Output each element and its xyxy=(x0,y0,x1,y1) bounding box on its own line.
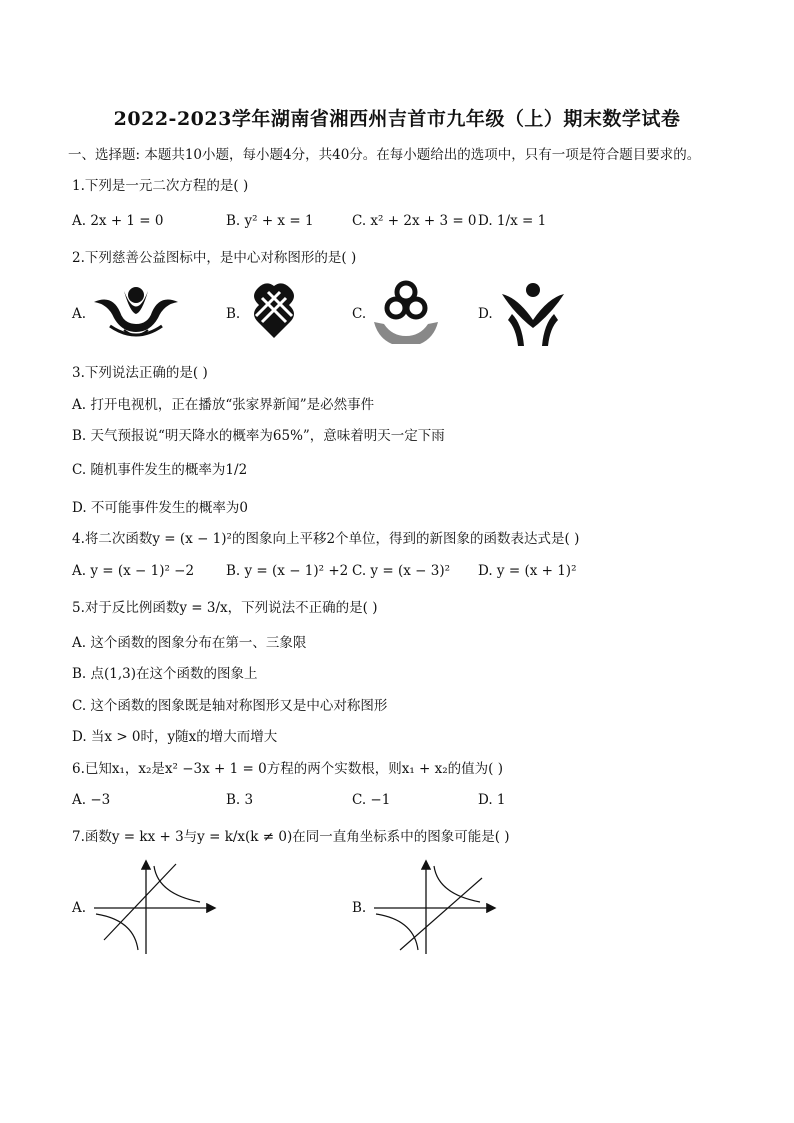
question-2-label-a[interactable]: A. xyxy=(72,306,87,322)
question-7-stem: 7.函数y = kx + 3与y = k/x(k ≠ 0)在同一直角坐标系中的图象可能是( ) xyxy=(72,829,510,845)
figure-emblem-icon xyxy=(498,280,568,348)
question-1-option-d[interactable]: D. 1/x = 1 xyxy=(478,213,547,229)
question-1-option-c[interactable]: C. x² + 2x + 3 = 0 xyxy=(352,213,477,229)
question-5-option-c[interactable]: C. 这个函数的图象既是轴对称图形又是中心对称图形 xyxy=(72,698,388,714)
question-4-option-b[interactable]: B. y = (x − 1)² +2 xyxy=(226,563,349,579)
lotus-charity-icon xyxy=(90,282,182,342)
question-6-option-d[interactable]: D. 1 xyxy=(478,792,506,808)
question-3-option-c[interactable]: C. 随机事件发生的概率为1/2 xyxy=(72,462,248,478)
lattice-heart-icon xyxy=(242,280,306,344)
page-title: 2022-2023学年湖南省湘西州吉首市九年级（上）期末数学试卷 xyxy=(113,108,681,130)
question-5-option-a[interactable]: A. 这个函数的图象分布在第一、三象限 xyxy=(72,635,307,651)
question-5-option-d[interactable]: D. 当x > 0时，y随x的增大而增大 xyxy=(72,729,278,745)
question-6-option-a[interactable]: A. −3 xyxy=(72,792,111,808)
question-3-option-d[interactable]: D. 不可能事件发生的概率为0 xyxy=(72,500,249,516)
question-1-option-a[interactable]: A. 2x + 1 = 0 xyxy=(72,213,164,229)
graph-option-b xyxy=(370,858,500,958)
question-2-label-b[interactable]: B. xyxy=(226,306,241,322)
question-7-label-a[interactable]: A. xyxy=(72,900,87,916)
trefoil-hands-icon xyxy=(372,278,440,346)
question-7-label-b[interactable]: B. xyxy=(352,900,367,916)
question-6-stem: 6.已知x₁，x₂是x² −3x + 1 = 0方程的两个实数根，则x₁ + x₂的值为( ) xyxy=(72,761,503,777)
question-4-stem: 4.将二次函数y = (x − 1)²的图象向上平移2个单位，得到的新图象的函数表达式是( ) xyxy=(72,531,580,547)
question-6-option-c[interactable]: C. −1 xyxy=(352,792,391,808)
graph-option-a xyxy=(90,858,220,958)
question-2-label-c[interactable]: C. xyxy=(352,306,367,322)
question-1-stem: 1.下列是一元二次方程的是( ) xyxy=(72,178,249,194)
question-3-stem: 3.下列说法正确的是( ) xyxy=(72,365,208,381)
question-4-option-d[interactable]: D. y = (x + 1)² xyxy=(478,563,577,579)
question-6-option-b[interactable]: B. 3 xyxy=(226,792,254,808)
question-2-label-d[interactable]: D. xyxy=(478,306,493,322)
question-4-option-c[interactable]: C. y = (x − 3)² xyxy=(352,563,450,579)
question-5-option-b[interactable]: B. 点(1,3)在这个函数的图象上 xyxy=(72,666,258,682)
question-2-stem: 2.下列慈善公益图标中，是中心对称图形的是( ) xyxy=(72,250,357,266)
question-3-option-b[interactable]: B. 天气预报说“明天降水的概率为65%”，意味着明天一定下雨 xyxy=(72,428,445,444)
question-3-option-a[interactable]: A. 打开电视机，正在播放“张家界新闻”是必然事件 xyxy=(72,397,375,413)
question-4-option-a[interactable]: A. y = (x − 1)² −2 xyxy=(72,563,195,579)
question-1-option-b[interactable]: B. y² + x = 1 xyxy=(226,213,314,229)
section-heading: 一、选择题: 本题共10小题，每小题4分，共40分。在每小题给出的选项中，只有一项是符合题目要求的。 xyxy=(68,147,701,163)
question-5-stem: 5.对于反比例函数y = 3/x，下列说法不正确的是( ) xyxy=(72,600,378,616)
